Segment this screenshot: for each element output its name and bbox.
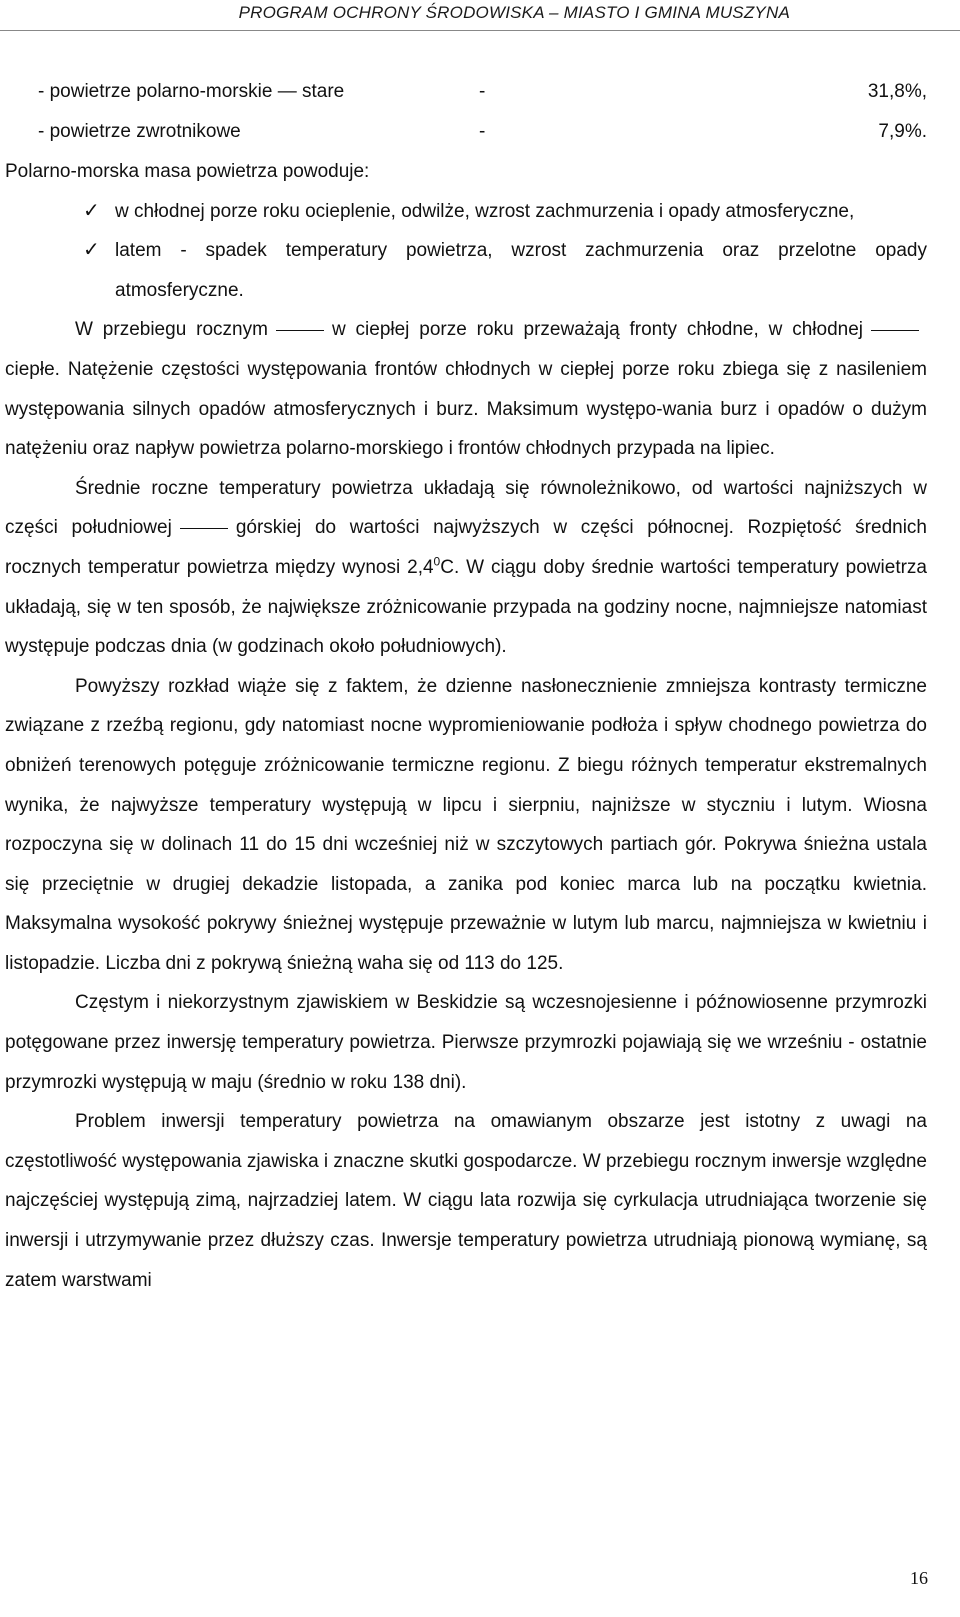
list-item xyxy=(5,231,927,310)
row-separator: - xyxy=(479,121,486,142)
table-row xyxy=(5,112,927,152)
row-separator: - xyxy=(479,81,486,102)
page-header xyxy=(0,0,960,31)
list-item-text: latem - spadek temperatury powietrza, wzrost zachmurzenia oraz przelotne opady atmosferyczne. xyxy=(115,240,927,301)
checkmark-icon: ✓ xyxy=(83,199,100,222)
em-dash xyxy=(180,528,228,529)
paragraph-text: górskiej do wartości najwyższych w części północnej. Rozpiętość średnich rocznych temperatur powietrza między wynosi 2,4 xyxy=(5,517,927,578)
list-item xyxy=(5,192,927,232)
paragraph-temperatures xyxy=(5,469,927,667)
paragraph-text: Średnie roczne temperatury powietrza układają się równoleżnikowo, od wartości najniższych w części południowej xyxy=(5,477,927,539)
paragraph-text: C. W ciągu doby średnie wartości temperatury powietrza układają, się w ten sposób, że największe zróżnicowanie przypada na godziny nocne, najmniejsze natomiast występuje podczas dnia (w godzinach około południowych). xyxy=(5,556,927,658)
checkmark-icon: ✓ xyxy=(83,239,100,262)
header-title: PROGRAM OCHRONY ŚRODOWISKA – MIASTO I GMINA MUSZYNA xyxy=(238,3,790,22)
paragraph-fronts xyxy=(5,310,927,468)
page-number: 16 xyxy=(910,1568,928,1588)
row-value: 31,8%, xyxy=(867,81,927,102)
row-label: - powietrze polarno-morskie — stare xyxy=(38,81,345,102)
list-item-text: w chłodnej porze roku ocieplenie, odwilże, wzrost zachmurzenia i opady atmosferyczne, xyxy=(115,200,855,222)
paragraph-distribution: Powyższy rozkład wiąże się z faktem, że dzienne nasłonecznienie zmniejsza kontrasty termiczne związane z rzeźbą regionu, gdy natomiast nocne wypromieniowanie podłoża i spływ chodnego powietrza do obniżeń terenowych potęguje zróżnicowanie termiczne regionu. Z biegu różnych temperatur ekstremalnych wynika, że najwyższe temperatury występują w lipcu i sierpniu, najniższe w styczniu i lutym. Wiosna rozpoczyna się w dolinach 11 do 15 dni wcześniej niż w szczytowych partiach gór. Pokrywa śnieżna ustala się przeciętnie w drugiej dekadzie listopada, a zanika pod koniec marca lub na początku kwietnia. Maksymalna wysokość pokrywy śnieżnej występuje przeważnie w lutym lub marcu, najmniejsza w kwietniu i listopadzie. Liczba dni z pokrywą śnieżną waha się od 113 do 125. xyxy=(5,675,927,974)
paragraph-text: w ciepłej porze roku przeważają fronty chłodne, w chłodnej xyxy=(331,319,863,341)
bullet-list xyxy=(5,192,927,311)
paragraph-inversion: Problem inwersji temperatury powietrza na omawianym obszarze jest istotny z uwagi na częstotliwość występowania zjawiska i znaczne skutki gospodarcze. W przebiegu rocznym inwersje względne najczęściej występują zimą, najrzadziej latem. W ciągu lata rozwija się cyrkulacja utrudniająca tworzenie się inwersji i utrzymywanie przez dłuższy czas. Inwersje temperatury powietrza utrudniają pionową wymianę, są zatem warstwami xyxy=(5,1111,927,1291)
row-value: 7,9%. xyxy=(878,121,927,142)
em-dash xyxy=(871,330,919,331)
paragraph-frosts: Częstym i niekorzystnym zjawiskiem w Beskidzie są wczesnojesienne i późnowiosenne przymrozki potęgowane przez inwersję temperatury powietrza. Pierwsze przymrozki pojawiają się we wrześniu - ostatnie przymrozki występują w maju (średnio w roku 138 dni). xyxy=(5,992,927,1093)
em-dash xyxy=(276,330,324,331)
document-body xyxy=(5,72,927,1300)
row-label: - powietrze zwrotnikowe xyxy=(38,121,241,142)
paragraph-text: W przebiegu rocznym xyxy=(75,319,268,341)
degree-superscript: 0 xyxy=(433,554,441,569)
paragraph-text: ciepłe. Natężenie częstości występowania frontów chłodnych w ciepłej porze roku zbiega się z nasileniem występowania silnych opadów atmosferycznych i burz. Maksimum występo-wania burz i opadów o dużym natężeniu oraz napływ powietrza polarno-morskiego i frontów chłodnych przypada na lipiec. xyxy=(5,358,927,460)
intro-line: Polarno-morska masa powietrza powoduje: xyxy=(5,161,370,182)
table-row xyxy=(5,72,927,112)
